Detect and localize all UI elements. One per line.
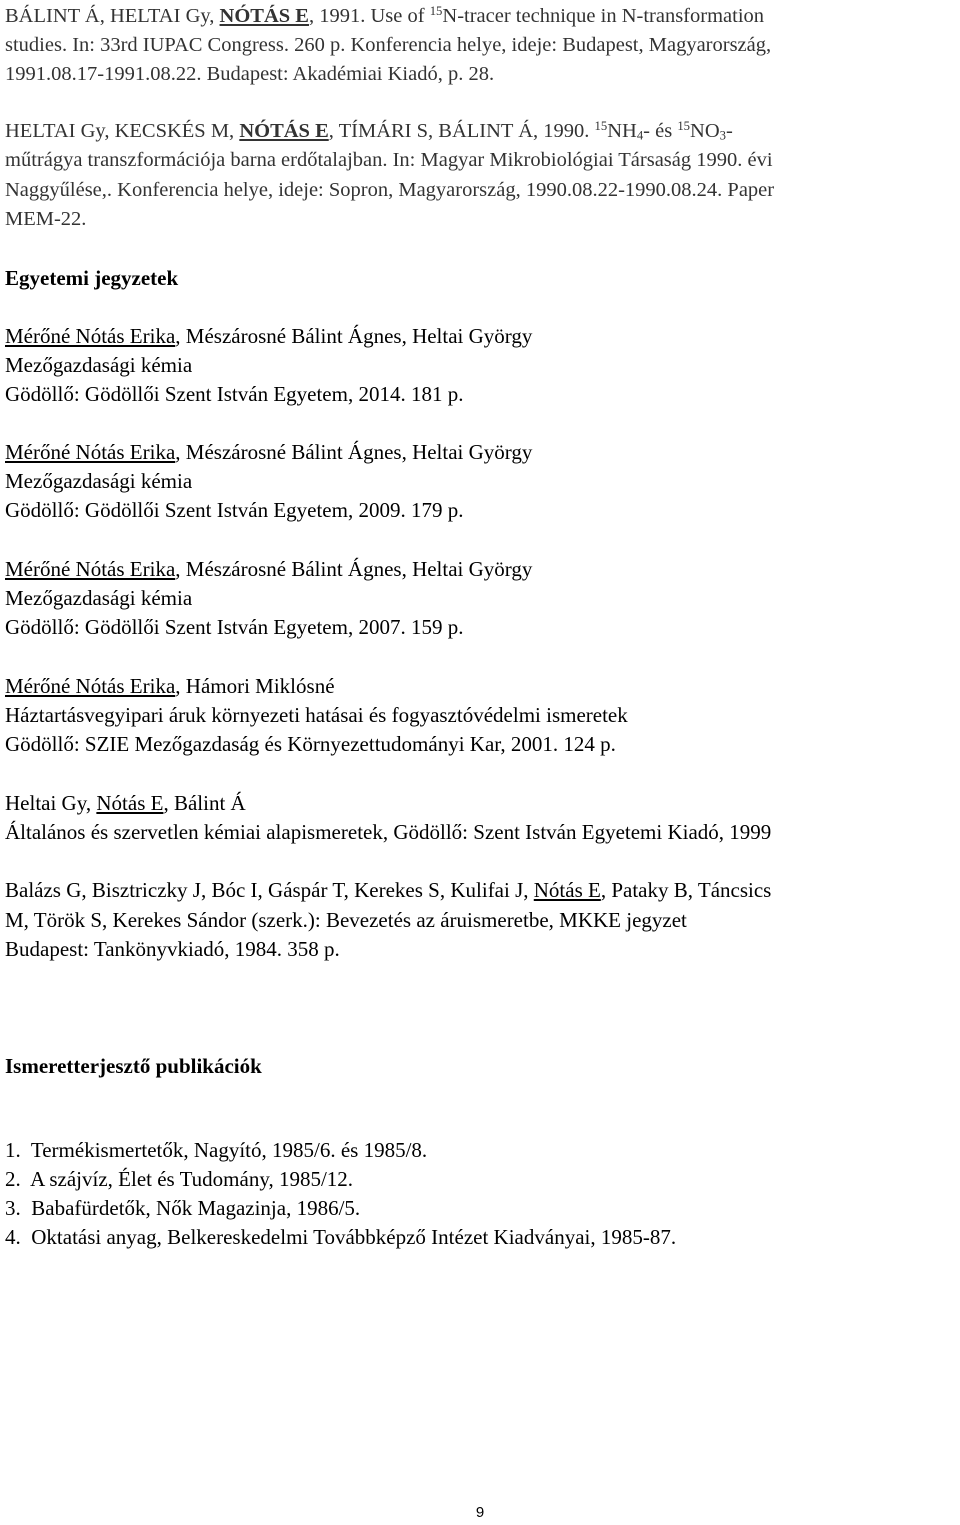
co-authors: , Bálint Á — [163, 791, 246, 815]
reference-line: Naggyűlése,. Konferencia helye, ideje: Sopron, Magyarország, 1990.08.22-1990.08.24. Paper — [5, 179, 775, 201]
reference-line: studies. In: 33rd IUPAC Congress. 260 p. Konferencia helye, ideje: Budapest, Magyarország, — [5, 34, 772, 56]
reference-line — [5, 6, 764, 27]
reference-text: , TÍMÁRI S, BÁLINT Á, 1990. — [328, 120, 595, 142]
formula-subscript: 3 — [719, 128, 726, 143]
co-authors: , Hámori Miklósné — [175, 674, 335, 698]
entry-publisher: Gödöllő: Gödöllői Szent István Egyetem, 2009. 179 p. — [5, 498, 464, 522]
entry-authors — [5, 326, 532, 347]
list-item: 3. Babafürdetők, Nők Magazinja, 1986/5. — [5, 1196, 361, 1220]
entry-publisher: Gödöllő: SZIE Mezőgazdaság és Környezettudományi Kar, 2001. 124 p. — [5, 732, 616, 756]
reference-authors: HELTAI Gy, KECSKÉS M, — [5, 120, 240, 142]
highlighted-author: NÓTÁS E — [219, 5, 309, 27]
reference-text: - és — [643, 120, 678, 142]
co-authors: , Mészárosné Bálint Ágnes, Heltai György — [175, 324, 533, 348]
reference-text: N-tracer technique in N-transformation — [442, 5, 765, 27]
reference-line: műtrágya transzformációja barna erdőtalajban. In: Magyar Mikrobiológiai Társaság 1990. évi — [5, 149, 773, 171]
list-item: 4. Oktatási anyag, Belkereskedelmi Továbbképző Intézet Kiadványai, 1985-87. — [5, 1225, 677, 1249]
reference-line: MEM-22. — [5, 208, 87, 230]
co-authors: , Pataky B, Táncsics — [600, 878, 772, 902]
reference-text: , 1991. Use of — [308, 5, 430, 27]
isotope-superscript: 15 — [594, 119, 608, 134]
isotope-superscript: 15 — [677, 119, 691, 134]
entry-authors — [5, 442, 532, 463]
page-number: 9 — [475, 1504, 485, 1521]
entry-publisher: Gödöllő: Gödöllői Szent István Egyetem, 2014. 181 p. — [5, 382, 464, 406]
isotope-superscript: 15 — [429, 4, 443, 19]
co-authors: , Mészárosné Bálint Ágnes, Heltai György — [175, 557, 533, 581]
entry-authors — [5, 880, 771, 901]
chemical-formula: NH — [607, 120, 637, 142]
formula-subscript: 4 — [636, 128, 644, 143]
co-authors: , Mészárosné Bálint Ágnes, Heltai György — [175, 440, 533, 464]
entry-title: Általános és szervetlen kémiai alapismeretek, Gödöllő: Szent István Egyetemi Kiadó, 1999 — [5, 820, 772, 844]
highlighted-author: NÓTÁS E — [239, 120, 329, 142]
list-item: 1. Termékismertetők, Nagyító, 1985/6. és 1985/8. — [5, 1138, 428, 1162]
author-link[interactable]: Nótás E — [96, 791, 164, 815]
author-link[interactable]: Mérőné Nótás Erika — [5, 324, 176, 348]
entry-title: Háztartásvegyipari áruk környezeti hatásai és fogyasztóvédelmi ismeretek — [5, 703, 628, 727]
reference-line: 1991.08.17-1991.08.22. Budapest: Akadémiai Kiadó, p. 28. — [5, 63, 495, 85]
entry-authors — [5, 793, 246, 814]
entry-publisher: Gödöllő: Gödöllői Szent István Egyetem, 2007. 159 p. — [5, 615, 464, 639]
co-authors: Heltai Gy, — [5, 791, 97, 815]
reference-line — [5, 121, 733, 142]
section-heading-popular-publications: Ismeretterjesztő publikációk — [5, 1054, 262, 1078]
entry-authors-continued: M, Török S, Kerekes Sándor (szerk.): Bevezetés az áruismeretbe, MKKE jegyzet — [5, 908, 687, 932]
entry-title: Mezőgazdasági kémia — [5, 353, 193, 377]
section-heading-lecture-notes: Egyetemi jegyzetek — [5, 266, 179, 290]
author-link[interactable]: Nótás E — [533, 878, 601, 902]
entry-authors — [5, 676, 335, 697]
entry-authors — [5, 559, 532, 580]
entry-title: Mezőgazdasági kémia — [5, 586, 193, 610]
chemical-formula: NO — [690, 120, 720, 142]
list-item: 2. A szájvíz, Élet és Tudomány, 1985/12. — [5, 1167, 354, 1191]
entry-publisher: Budapest: Tankönyvkiadó, 1984. 358 p. — [5, 937, 340, 961]
co-authors: Balázs G, Bisztriczky J, Bóc I, Gáspár T, Kerekes S, Kulifai J, — [5, 878, 534, 902]
reference-authors: BÁLINT Á, HELTAI Gy, — [5, 5, 220, 27]
reference-text: - — [726, 120, 733, 142]
entry-title: Mezőgazdasági kémia — [5, 469, 193, 493]
author-link[interactable]: Mérőné Nótás Erika — [5, 440, 176, 464]
author-link[interactable]: Mérőné Nótás Erika — [5, 557, 176, 581]
author-link[interactable]: Mérőné Nótás Erika — [5, 674, 176, 698]
